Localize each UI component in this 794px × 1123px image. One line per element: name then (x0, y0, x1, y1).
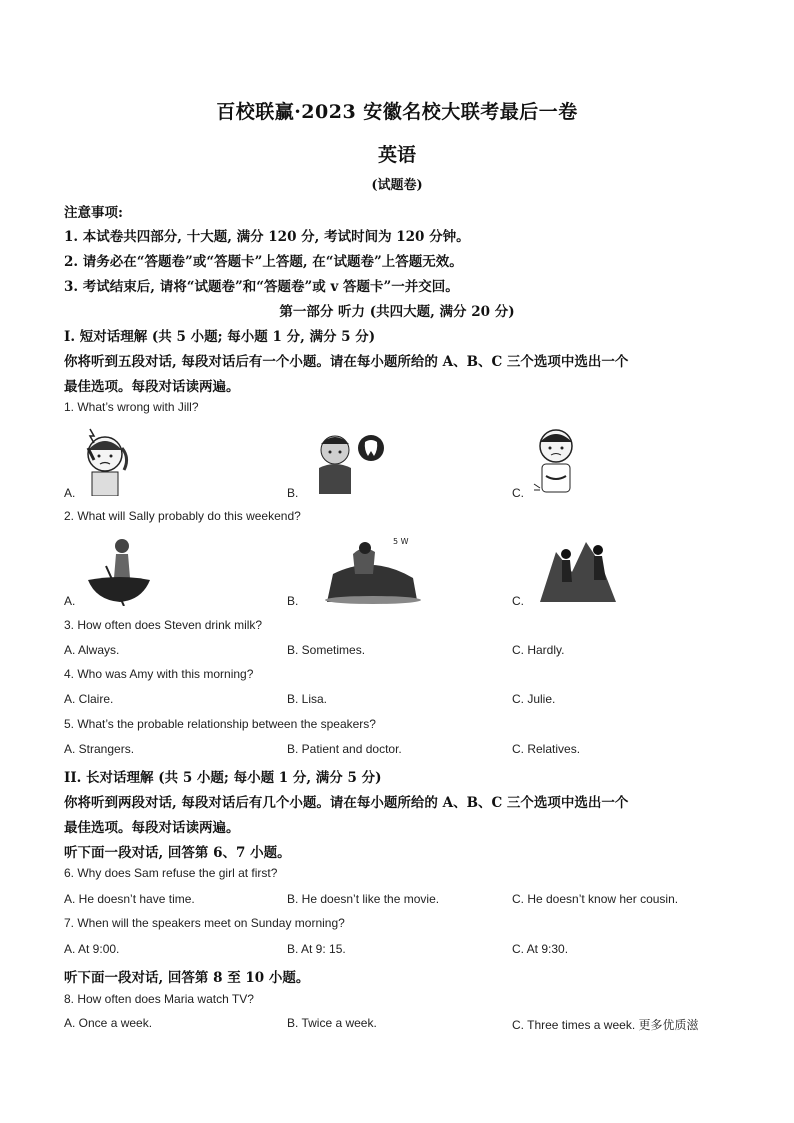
option-c[interactable]: C. Three times a week. 更多优质滋 (512, 1018, 699, 1032)
option-a[interactable]: A. At 9:00. (64, 942, 120, 956)
headache-girl-image (80, 424, 130, 496)
section-instruction: 你将听到两段对话, 每段对话后有几个小题。请在每小题所给的 A、B、C 三个选项中选出一个 (64, 795, 629, 811)
paper-type: (试题卷) (371, 178, 423, 193)
toothache-boy-image (313, 424, 385, 496)
section-title: I. 短对话理解 (共 5 小题; 每小题 1 分, 满分 5 分) (64, 329, 376, 345)
subsection-instruction: 听下面一段对话, 回答第 6、7 小题。 (64, 845, 291, 861)
note-item: 3. 考试结束后, 请将“试题卷”和“答题卷”或 v 答题卡”一并交回。 (64, 279, 459, 295)
option-b[interactable]: B. Twice a week. (287, 1016, 377, 1030)
option-a[interactable]: A. Always. (64, 643, 120, 657)
option-b[interactable]: B. Sometimes. (287, 643, 366, 657)
question-text: 1. What’s wrong with Jill? (64, 400, 199, 414)
section-instruction: 你将听到五段对话, 每段对话后有一个小题。请在每小题所给的 A、B、C 三个选项中选出一个 (64, 354, 629, 370)
option-c[interactable]: C. (512, 594, 524, 608)
option-c[interactable]: C. Hardly. (512, 643, 565, 657)
option-c[interactable]: C. He doesn’t know her cousin. (512, 892, 679, 906)
option-b[interactable]: B. (287, 486, 299, 500)
ice-skating-image (313, 534, 428, 606)
option-b[interactable]: B. Patient and doctor. (287, 742, 402, 756)
svg-text:5 W: 5 W (393, 537, 409, 546)
option-c[interactable]: C. At 9:30. (512, 942, 569, 956)
option-b[interactable]: B. At 9: 15. (287, 942, 346, 956)
option-c[interactable]: C. (512, 486, 524, 500)
section-instruction: 最佳选项。每段对话读两遍。 (64, 820, 240, 836)
option-a[interactable]: A. He doesn’t have time. (64, 892, 195, 906)
option-c[interactable]: C. Relatives. (512, 742, 581, 756)
question-text: 6. Why does Sam refuse the girl at first? (64, 866, 278, 880)
option-a[interactable]: A. Claire. (64, 692, 114, 706)
option-a[interactable]: A. Once a week. (64, 1016, 153, 1030)
option-a[interactable]: A. (64, 486, 76, 500)
option-c[interactable]: C. Julie. (512, 692, 556, 706)
option-b[interactable]: B. He doesn’t like the movie. (287, 892, 440, 906)
option-a[interactable]: A. Strangers. (64, 742, 135, 756)
hiking-image (536, 532, 618, 604)
exam-title: 百校联赢·2023 安徽名校大联考最后一卷 (216, 101, 578, 123)
option-b[interactable]: B. (287, 594, 299, 608)
note-item: 1. 本试卷共四部分, 十大题, 满分 120 分, 考试时间为 120 分钟。 (64, 229, 470, 245)
boating-image (82, 534, 154, 606)
question-text: 7. When will the speakers meet on Sunday morning? (64, 916, 345, 930)
subsection-instruction: 听下面一段对话, 回答第 8 至 10 小题。 (64, 970, 310, 986)
question-text: 5. What’s the probable relationship between the speakers? (64, 717, 376, 731)
question-text: 8. How often does Maria watch TV? (64, 992, 254, 1006)
section-instruction: 最佳选项。每段对话读两遍。 (64, 379, 240, 395)
subject-title: 英语 (377, 144, 416, 166)
note-item: 2. 请务必在“答题卷”或“答题卡”上答题, 在“试题卷”上答题无效。 (64, 254, 463, 270)
question-text: 3. How often does Steven drink milk? (64, 618, 263, 632)
question-text: 2. What will Sally probably do this weekend? (64, 509, 301, 523)
question-text: 4. Who was Amy with this morning? (64, 667, 254, 681)
stomachache-boy-image (530, 424, 582, 496)
option-a[interactable]: A. (64, 594, 76, 608)
part-title: 第一部分 听力 (共四大题, 满分 20 分) (279, 304, 515, 320)
notes-heading: 注意事项: (64, 205, 123, 221)
section-title: II. 长对话理解 (共 5 小题; 每小题 1 分, 满分 5 分) (64, 770, 382, 786)
option-b[interactable]: B. Lisa. (287, 692, 328, 706)
